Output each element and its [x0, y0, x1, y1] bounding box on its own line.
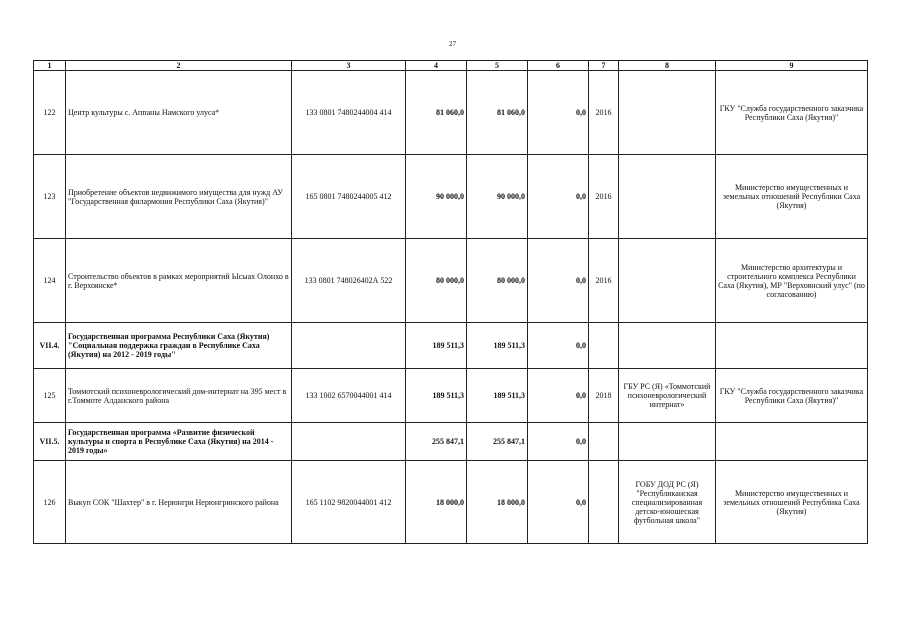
- program-number: VII.5.: [34, 423, 66, 461]
- responsible-body: Министерство имущественных и земельных отношений Республики Саха (Якутия): [716, 155, 868, 239]
- row-number: 125: [34, 369, 66, 423]
- program-row-vii5: [34, 423, 868, 461]
- responsible-body: Министерство архитектуры и строительного комплекса Республики Саха (Якутия), МР "Верхоянский улус" (по согласованию): [716, 239, 868, 323]
- recipient: [619, 323, 716, 369]
- amount-other: 0,0: [528, 239, 589, 323]
- amount-total: 18 000,0: [406, 461, 467, 544]
- column-header: 9: [716, 61, 868, 71]
- amount-other: 0,0: [528, 461, 589, 544]
- budget-code: 133 0801 748026402А 522: [292, 239, 406, 323]
- amount-total: 189 511,3: [406, 323, 467, 369]
- responsible-body: [716, 323, 868, 369]
- table-row-124: [34, 239, 868, 323]
- page-number: 27: [449, 40, 456, 48]
- program-number: VII.4.: [34, 323, 66, 369]
- program-name: Государственная программа «Развитие физической культуры и спорта в Республике Саха (Якутия) на 2014 - 2019 годы»: [66, 423, 292, 461]
- amount-budget: 189 511,3: [467, 323, 528, 369]
- row-number: 123: [34, 155, 66, 239]
- responsible-body: [716, 423, 868, 461]
- column-header: 2: [66, 61, 292, 71]
- row-number: 126: [34, 461, 66, 544]
- budget-code: 133 1002 6570044001 414: [292, 369, 406, 423]
- column-header: 3: [292, 61, 406, 71]
- table-row-122: [34, 71, 868, 155]
- recipient: [619, 423, 716, 461]
- amount-budget: 255 847,1: [467, 423, 528, 461]
- capital-investment-table: [33, 60, 868, 544]
- table-row-123: [34, 155, 868, 239]
- table-row-125: [34, 369, 868, 423]
- object-name: Центр культуры с. Аппаны Намского улуса*: [66, 71, 292, 155]
- column-header: 8: [619, 61, 716, 71]
- column-header: 7: [589, 61, 619, 71]
- budget-code: 165 0801 7480244005 412: [292, 155, 406, 239]
- recipient: [619, 155, 716, 239]
- year: 2016: [589, 239, 619, 323]
- amount-other: 0,0: [528, 323, 589, 369]
- column-header: 1: [34, 61, 66, 71]
- amount-budget: 189 511,3: [467, 369, 528, 423]
- row-number: 124: [34, 239, 66, 323]
- year: [589, 323, 619, 369]
- object-name: Строительство объектов в рамках мероприятий Ысыах Олонхо в г. Верхоянске*: [66, 239, 292, 323]
- amount-budget: 90 000,0: [467, 155, 528, 239]
- budget-code: [292, 423, 406, 461]
- recipient: [619, 71, 716, 155]
- amount-total: 80 000,0: [406, 239, 467, 323]
- amount-total: 90 000,0: [406, 155, 467, 239]
- column-number-row: [34, 61, 868, 71]
- row-number: 122: [34, 71, 66, 155]
- amount-budget: 18 000,0: [467, 461, 528, 544]
- amount-other: 0,0: [528, 369, 589, 423]
- column-header: 6: [528, 61, 589, 71]
- column-header: 5: [467, 61, 528, 71]
- table-row-126: [34, 461, 868, 544]
- budget-code: [292, 323, 406, 369]
- year: 2016: [589, 71, 619, 155]
- object-name: Выкуп СОК "Шахтер" в г. Нерюнгри Нерюнгринского района: [66, 461, 292, 544]
- recipient: ГБУ РС (Я) «Томмотский психоневрологический интернат»: [619, 369, 716, 423]
- recipient: [619, 239, 716, 323]
- year: [589, 423, 619, 461]
- year: 2016: [589, 155, 619, 239]
- amount-total: 189 511,3: [406, 369, 467, 423]
- year: 2018: [589, 369, 619, 423]
- responsible-body: ГКУ "Служба государственного заказчика Республики Саха (Якутия)": [716, 369, 868, 423]
- object-name: Приобретение объектов недвижимого имущества для нужд АУ "Государственная филармония Республики Саха (Якутия)": [66, 155, 292, 239]
- amount-total: 81 060,0: [406, 71, 467, 155]
- year: [589, 461, 619, 544]
- amount-total: 255 847,1: [406, 423, 467, 461]
- budget-code: 165 1102 9820044001 412: [292, 461, 406, 544]
- budget-code: 133 0801 7480244004 414: [292, 71, 406, 155]
- object-name: Томмотский психоневрологический дом-интернат на 395 мест в г.Томмоте Алданского района: [66, 369, 292, 423]
- amount-other: 0,0: [528, 155, 589, 239]
- recipient: ГОБУ ДОД РС (Я) "Республиканская специализированная детско-юношеская футбольная школа": [619, 461, 716, 544]
- amount-budget: 81 060,0: [467, 71, 528, 155]
- responsible-body: Министерство имущественных и земельных отношений Республика Саха (Якутия): [716, 461, 868, 544]
- amount-other: 0,0: [528, 71, 589, 155]
- program-row-vii4: [34, 323, 868, 369]
- program-name: Государственная программа Республики Саха (Якутия) "Социальная поддержка граждан в Республике Саха (Якутия) на 2012 - 2019 годы": [66, 323, 292, 369]
- amount-budget: 80 000,0: [467, 239, 528, 323]
- column-header: 4: [406, 61, 467, 71]
- amount-other: 0,0: [528, 423, 589, 461]
- responsible-body: ГКУ "Служба государственного заказчика Республики Саха (Якутия)": [716, 71, 868, 155]
